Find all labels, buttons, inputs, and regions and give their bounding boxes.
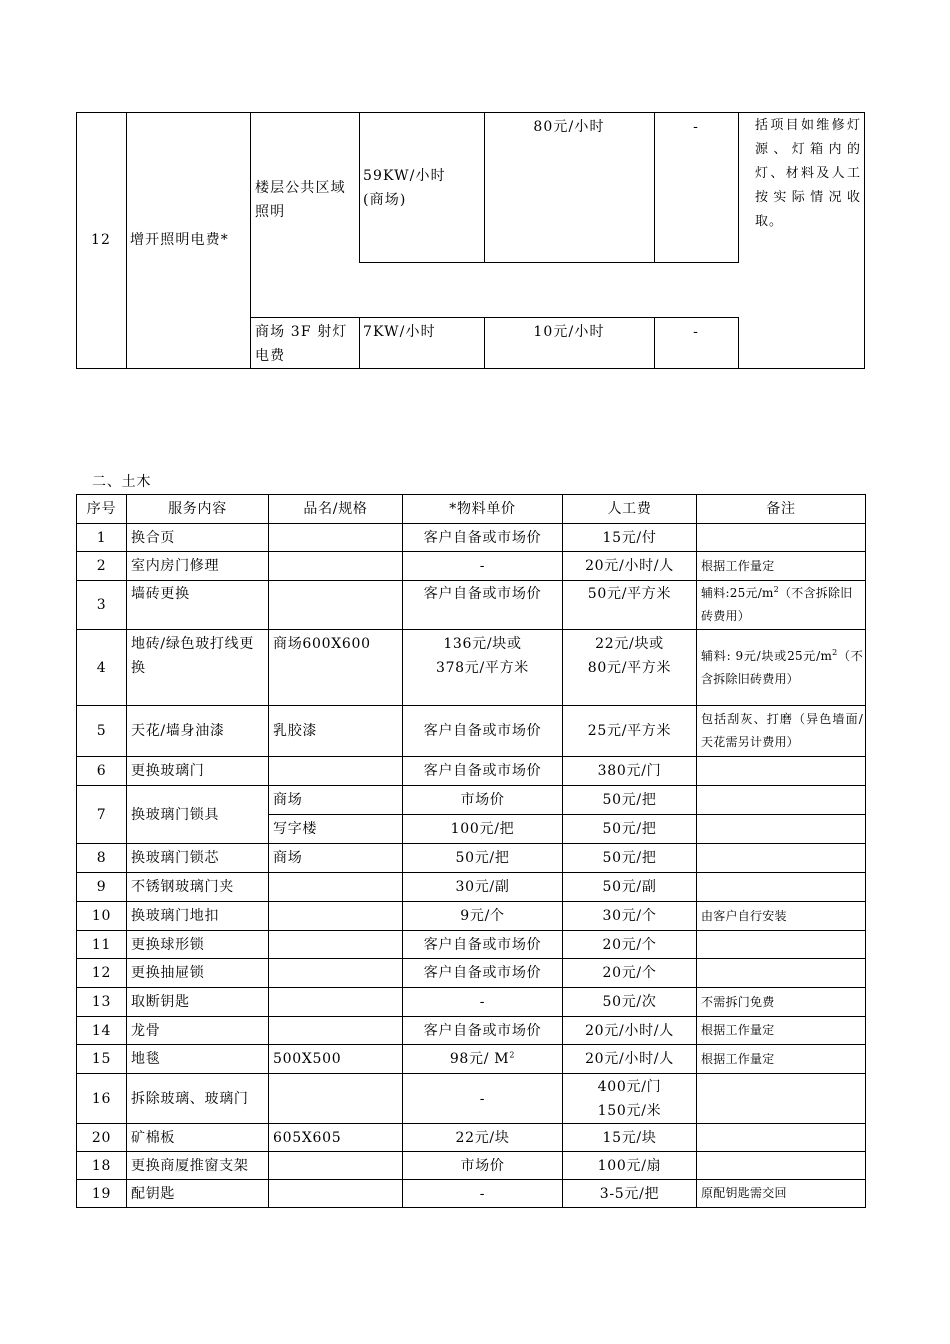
labor-fee: 30元/个 [563,902,697,931]
labor-fee: 50元/把 [563,786,697,815]
remark [697,524,866,552]
spec [269,524,403,552]
unit-price: 10元/小时 [533,324,605,340]
item-public-lighting: 楼层公共区域照明 [255,180,346,220]
service-name: 地砖/绿色玻打线更换 [127,630,269,706]
row-number: 4 [77,630,127,706]
remark [697,844,866,873]
material-price: - [403,988,563,1017]
row-number: 9 [77,873,127,902]
spec [269,931,403,959]
labor-fee: 50元/把 [563,815,697,844]
material-price: 30元/副 [403,873,563,902]
row-number: 12 [90,232,112,248]
remark [697,931,866,959]
table-row [77,757,866,786]
table-row [77,902,866,931]
material-price: 客户自备或市场价 [403,524,563,552]
service-name: 配钥匙 [127,1180,269,1208]
service-name: 更换玻璃门 [127,757,269,786]
table-row [77,524,866,552]
row-number: 18 [77,1152,127,1180]
spec [269,873,403,902]
material-price: - [403,552,563,581]
labor-fee: 50元/平方米 [563,581,697,630]
remark [697,1074,866,1124]
service-name: 取断钥匙 [127,988,269,1017]
labor-fee: 20元/个 [563,959,697,988]
table-row [77,581,866,630]
row-number: 8 [77,844,127,873]
row-number: 5 [77,706,127,757]
service-name: 更换球形锁 [127,931,269,959]
service-name: 换玻璃门锁具 [127,786,269,844]
spec [269,1017,403,1045]
spec-note: (商场) [363,192,407,208]
spec: 商场 [269,786,403,815]
material-price: 客户自备或市场价 [403,1017,563,1045]
row-number: 3 [77,581,127,630]
row-number: 6 [77,757,127,786]
spec [269,757,403,786]
service-name: 换合页 [127,524,269,552]
remark [697,786,866,815]
row-number: 19 [77,1180,127,1208]
remark: 不需拆门免费 [697,988,866,1017]
service-name: 墙砖更换 [127,581,269,630]
row-number: 15 [77,1045,127,1074]
unit-price: 80元/小时 [533,119,605,135]
table-row [77,844,866,873]
spec-power: 59KW/小时 [363,168,446,184]
labor-fee: 100元/扇 [563,1152,697,1180]
material-price: 市场价 [403,786,563,815]
header-remark: 备注 [697,495,866,524]
remark [697,959,866,988]
remark-text: 括项目如维修灯源、灯箱内的灯、材料及人工按实际情况收取。 [755,118,861,229]
labor-fee: - [693,324,699,340]
service-name: 矿棉板 [127,1124,269,1152]
row-number: 1 [77,524,127,552]
spec: 写字楼 [269,815,403,844]
material-price: 客户自备或市场价 [403,757,563,786]
table-row [77,1124,866,1152]
remark: 根据工作量定 [697,552,866,581]
spec [269,552,403,581]
spec: 500X500 [269,1045,403,1074]
row-number: 11 [77,931,127,959]
header-material-price: *物料单价 [403,495,563,524]
remark: 辅料:25元$/m^2$（不含拆除旧砖费用） [697,581,866,630]
spec [269,988,403,1017]
material-price: - [403,1180,563,1208]
material-price: 9元/个 [403,902,563,931]
row-number: 7 [77,786,127,844]
material-price: 98元/ $M^2$ [403,1045,563,1074]
header-spec: 品名/规格 [269,495,403,524]
labor-fee: 20元/个 [563,931,697,959]
labor-fee: 25元/平方米 [563,706,697,757]
labor-fee: 380元/门 [563,757,697,786]
remark [697,815,866,844]
remark: 根据工作量定 [697,1017,866,1045]
spec [269,581,403,630]
remark: 辅料: 9元/块或25元$/m^2$（不含拆除旧砖费用） [697,630,866,706]
material-price: 136元/块或 378元/平方米 [403,630,563,706]
service-name: 龙骨 [127,1017,269,1045]
remark [697,1124,866,1152]
lighting-fee-table [76,112,865,369]
spec: 商场 [269,844,403,873]
service-name: 不锈钢玻璃门夹 [127,873,269,902]
remark: 由客户自行安装 [697,902,866,931]
spec: 商场600X600 [269,630,403,706]
item-spotlight: 商场 3F 射灯电费 [255,324,348,364]
service-name: 室内房门修理 [127,552,269,581]
spec [269,902,403,931]
material-price: - [403,1074,563,1124]
spec [269,1180,403,1208]
spec [269,1074,403,1124]
table-row [77,873,866,902]
header-no: 序号 [77,495,127,524]
material-price: 客户自备或市场价 [403,931,563,959]
labor-fee: 20元/小时/人 [563,552,697,581]
table-row [77,988,866,1017]
row-number: 16 [77,1074,127,1124]
labor-fee: 50元/次 [563,988,697,1017]
row-number: 2 [77,552,127,581]
spec-power: 7KW/小时 [363,324,436,340]
labor-fee: 20元/小时/人 [563,1045,697,1074]
table-header-row [77,495,866,524]
row-number: 20 [77,1124,127,1152]
row-number: 12 [77,959,127,988]
table-row [77,552,866,581]
row-number: 14 [77,1017,127,1045]
service-name: 天花/墙身油漆 [127,706,269,757]
service-name: 拆除玻璃、玻璃门 [127,1074,269,1124]
table-row [77,1017,866,1045]
remark: 包括刮灰、打磨（异色墙面/天花需另计费用） [697,706,866,757]
section-title: 二、土木 [92,474,152,490]
material-price: 50元/把 [403,844,563,873]
spec: 605X605 [269,1124,403,1152]
labor-fee: 15元/块 [563,1124,697,1152]
service-name: 更换商厦推窗支架 [127,1152,269,1180]
table-row [77,1045,866,1074]
labor-fee: 3-5元/把 [563,1180,697,1208]
table-row [77,1074,866,1124]
table-row [77,786,866,815]
header-labor: 人工费 [563,495,697,524]
service-name: 更换抽屉锁 [127,959,269,988]
service-name: 换玻璃门锁芯 [127,844,269,873]
material-price: 客户自备或市场价 [403,581,563,630]
labor-fee: 15元/付 [563,524,697,552]
labor-fee: 50元/副 [563,873,697,902]
header-service: 服务内容 [127,495,269,524]
labor-fee: - [693,119,699,135]
service-name: 换玻璃门地扣 [127,902,269,931]
spec: 乳胶漆 [269,706,403,757]
service-name: 增开照明电费* [130,232,229,248]
table-row [77,931,866,959]
spec [269,1152,403,1180]
table-row [77,1180,866,1208]
table-row [77,630,866,706]
service-name: 地毯 [127,1045,269,1074]
table-row [77,1152,866,1180]
remark [697,757,866,786]
table-row [77,706,866,757]
remark [697,1152,866,1180]
civil-works-price-table [76,494,866,1208]
material-price: 22元/块 [403,1124,563,1152]
labor-fee: 400元/门 150元/米 [563,1074,697,1124]
remark: 原配钥匙需交回 [697,1180,866,1208]
material-price: 100元/把 [403,815,563,844]
labor-fee: 50元/把 [563,844,697,873]
material-price: 客户自备或市场价 [403,706,563,757]
table-row [77,959,866,988]
spec [269,959,403,988]
labor-fee: 20元/小时/人 [563,1017,697,1045]
row-number: 13 [77,988,127,1017]
remark: 根据工作量定 [697,1045,866,1074]
material-price: 客户自备或市场价 [403,959,563,988]
remark [697,873,866,902]
row-number: 10 [77,902,127,931]
material-price: 市场价 [403,1152,563,1180]
labor-fee: 22元/块或 80元/平方米 [563,630,697,706]
